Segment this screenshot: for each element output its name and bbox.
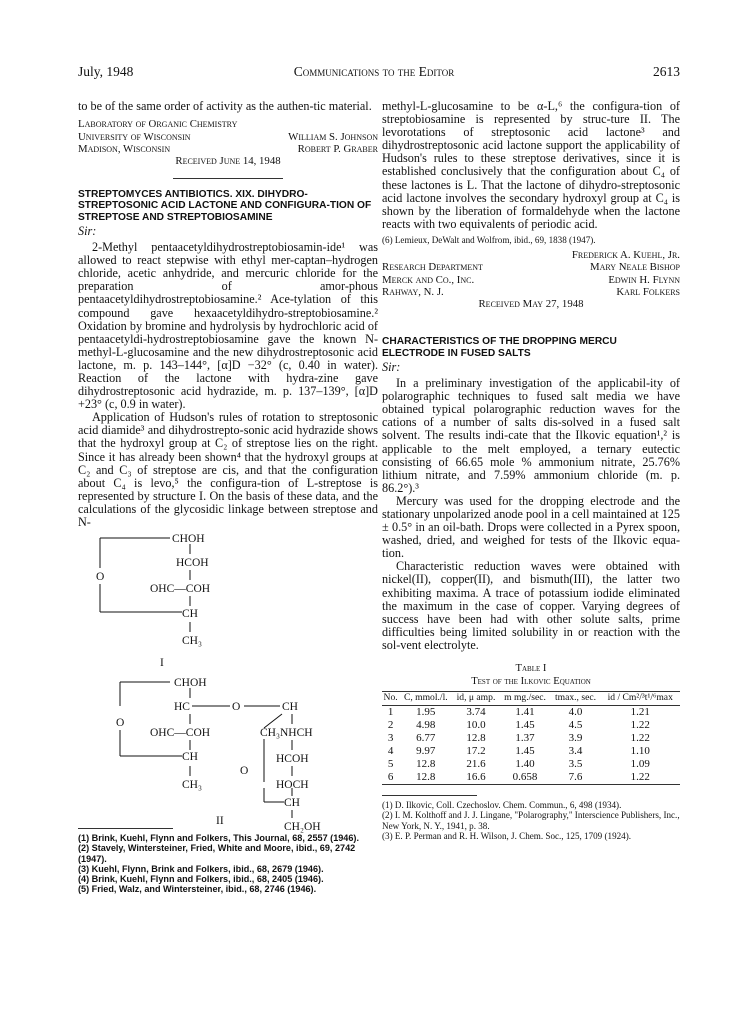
struct2-choh: CHOH [174,677,207,690]
table-cell: 10.0 [466,719,486,732]
struct2-hoch: HOCH [276,779,309,792]
table-cell: 1.22 [630,719,650,732]
table-cell: 6.77 [416,732,436,745]
footnote: (2) I. M. Kolthoff and J. J. Lingane, "Polarography," Interscience Publishers, Inc., New York, N. Y., 1941, p. 38. [382,810,680,831]
section-divider [173,178,283,179]
table-header: id / Cm²/³t¹/⁶max [600,692,680,706]
table-cell: 1.40 [515,758,535,771]
table-cell: 3.4 [568,745,583,758]
table-header: id, μ amp. [452,692,499,706]
footnote: (4) Brink, Kuehl, Flynn and Folkers, ibid., 68, 2405 (1946). [78,873,324,884]
table-cell: 1.37 [515,732,535,745]
table-cell: 17.2 [466,745,486,758]
footnote: (5) Fried, Walz, and Wintersteiner, ibid., 68, 2746 (1946). [78,884,317,895]
table-cell: 9.97 [416,745,436,758]
footnote: (3) Kuehl, Flynn, Brink and Folkers, ibid., 68, 2679 (1946). [78,863,324,874]
struct2-ch-right: CH [282,701,298,714]
paragraph: Mercury was used for the dropping electrode and the stationary unpolarized anode pool in a cell maintained at 125 ± 0.5° in an oil-bath. Drops were collected in a Pyrex spoon, washed, dried, and weighed for tests of the Ilkovic equa-tion. [382,493,680,561]
affiliation-city: Madison, Wisconsin [78,142,171,155]
table-caption: Test of the Ilkovic Equation [471,676,591,688]
table-row [382,719,680,732]
table-cell: 12.8 [399,771,452,785]
table-cell: 5 [387,758,394,771]
paragraph: 2-Methyl pentaacetyldihydrostreptobiosamin-ide¹ was allowed to react stepwise with ethyl mer-captan–hydrogen chloride, acetic anhydride, and mercuric chloride for the preparation of amor-phous pentaacetyldihydrostreptobiosamine.² Ace-tylation of this compound gave hexaacetyldihydro-streptobiosamine.² Oxidation by bromine and hydrolysis by hydrochloric acid of pentaacetyldi-hydrostreptobiosamine gave the known N-methyl-L-glucosamine and the new dihydrostreptosonic acid lactone, m. p. 143–144°, [α]D −32° (c, 0.40 in water). Reaction of the lactone with hydra-zine gave dihydrostreptosonic acid hydrazide, m. p. 137–139°, [α]D +23° (c, 0.9 in water). [78,240,378,412]
table-cell: 1 [387,706,394,719]
table-cell: 16.6 [452,771,499,785]
article-title: STREPTOMYCES ANTIBIOTICS. XIX. DIHYDRO-STREPTOSONIC ACID LACTONE AND CONFIGURA-TION OF STREPTOSE AND STREPTOBIOSAMINE [78,188,372,223]
struct1-label: I [160,657,164,670]
structure-diagram [78,530,378,792]
table-cell: 4 [387,745,394,758]
table-cell: 3.9 [568,732,583,745]
affiliation-lab: Laboratory of Organic Chemistry [78,118,238,131]
table-cell: 1.09 [630,758,650,771]
footnote-divider [382,795,477,796]
table-cell: 12.8 [466,732,486,745]
footnote: (1) D. Ilkovic, Coll. Czechoslov. Chem. Commun., 6, 498 (1934). [382,800,622,811]
table-row [382,771,680,785]
table-cell: 1.41 [515,706,535,719]
footnotes [78,833,378,894]
struct2-o-bridge: O [232,701,241,714]
struct1-ch3: CH₃ [182,635,202,648]
right-column [382,100,680,841]
table-cell: 7.6 [551,771,601,785]
struct1-hcoh: HCOH [176,557,209,570]
table-cell: 1.10 [630,745,650,758]
table-cell: 4.98 [416,719,436,732]
table-cell: 1.45 [515,719,535,732]
table-cell: 4.5 [568,719,583,732]
author-johnson: William S. Johnson [288,130,378,143]
struct1-o: O [96,571,105,584]
paragraph: Application of Hudson's rules of rotation to streptosonic acid diamide³ and dihydrostrepto-sonic acid hydrazide shows that the hydroxyl group at C₂ of streptose lies on the right. Since it has already been shown⁴ that the hydroxyl groups at C₂ and C₃ of streptose are cis, and that the configuration about C₄ is levo,⁵ the configura-tion of L-streptose is represented by structure I. On the basis of these data, and the calculations of the glycosidic linkage between streptose and N- [78,410,378,529]
table-cell: 2 [387,719,394,732]
table-row [382,745,680,758]
affiliation-university: University of Wisconsin [78,130,191,143]
struct2-ch3: CH₃ [182,779,202,792]
footnote-divider [78,828,173,829]
affiliation-company: Merck and Co., Inc. [382,273,475,286]
received-date: Received June 14, 1948 [175,155,281,168]
paragraph: In a preliminary investigation of the applicabil-ity of polarographic techniques to fused salt media we have obtained typical polarographic reduction waves for the cations of a number of salts dis-solved in a fused salt solvent. The results indi-cate that the Ilkovic equation¹,² is applicable to the melt employed, a ternary eutectic consisting of 66.65 mole % ammonium nitrate, 25.76% lithium nitrate, and 7.59% ammonium chloride (m. p. 86.2°).³ [382,376,680,495]
table-cell: 21.6 [466,758,486,771]
footnotes [382,800,680,841]
struct2-ohc-coh: OHC—COH [150,727,211,740]
table-cell: 4.0 [568,706,583,719]
table-cell: 0.658 [500,771,551,785]
table-header: m mg./sec. [500,692,551,706]
affiliation-department: Research Department [382,261,483,274]
table-cell: 1.45 [515,745,535,758]
table-cell: 3 [387,732,394,745]
table-header: tmax., sec. [551,692,601,706]
struct2-o-inner: O [240,765,249,778]
paragraph: Characteristic reduction waves were obtained with nickel(II), copper(II), and bismuth(III), the latter two exhibiting maxima. A trace of potassium iodide eliminated the maximum in the case of copper. Varying degrees of success have been had with other solute salts, prime difficulties being limited solubility in or reaction with the sol-vent electrolyte. [382,559,680,652]
table-cell: 6 [382,771,399,785]
footnote: (1) Brink, Kuehl, Flynn and Folkers, This Journal, 68, 2557 (1946). [78,833,359,844]
footnote: (2) Stavely, Wintersteiner, Fried, White and Moore, ibid., 69, 2742 (1947). [78,843,356,864]
author-kuehl: Frederick A. Kuehl, Jr. [571,249,680,262]
struct2-o-left: O [116,717,125,730]
struct2-hcoh: HCOH [276,753,309,766]
salutation: Sir: [78,223,97,238]
table-cell: 1.95 [416,706,436,719]
table-header: C, mmol./l. [399,692,452,706]
footnote: (6) Lemieux, DeWalt and Wolfrom, ibid., 69, 1838 (1947). [382,234,596,245]
continued-paragraph: to be of the same order of activity as the authen-tic material. [78,99,372,113]
struct1-choh: CHOH [172,533,205,546]
data-table [382,691,680,785]
struct2-ch3nhch: CH₃NHCH [260,727,313,740]
table-label: Table I [515,663,547,675]
left-column [78,100,378,894]
affiliation-city: Rahway, N. J. [382,285,444,298]
article-title: CHARACTERISTICS OF THE DROPPING MERCU ELECTRODE IN FUSED SALTS [382,336,617,359]
table-row [382,706,680,720]
table-cell: 1.21 [630,706,650,719]
struct2-hc: HC [174,701,190,714]
table-cell: 3.74 [466,706,486,719]
table-cell: 12.8 [416,758,436,771]
table-header: No. [382,692,399,706]
table-row [382,758,680,771]
received-date: Received May 27, 1948 [478,297,584,310]
affiliation-block [78,118,378,168]
author-graber: Robert P. Graber [297,142,378,155]
signature-block [382,249,680,310]
paragraph: methyl-L-glucosamine to be α-L,⁶ the configura-tion of streptobiosamine is represented by struc-ture II. The levorotations of streptosonic acid lactone³ and dihydrostreptosonic acid lactone support the applicability of Hudson's rules to these streptose derivatives, since it is established conclusively that the configuration about C₄ of these lactones is L. That the lactone of dihydro-streptosonic acid lactone involves the secondary hydroxyl group at C₄ is shown by the liberation of formaldehyde when the lactone reacts with two equivalents of periodic acid. [382,99,680,231]
table-cell: 1.22 [600,771,680,785]
running-header-title: Communications to the Editor [293,64,455,79]
table-row [382,732,680,745]
author-folkers: Karl Folkers [616,285,680,298]
salutation: Sir: [382,359,401,374]
table-cell: 3.5 [568,758,583,771]
footnote: (3) E. P. Perman and R. H. Wilson, J. Chem. Soc., 125, 1709 (1924). [382,830,632,841]
author-bishop: Mary Neale Bishop [589,261,680,274]
author-flynn: Edwin H. Flynn [608,273,680,286]
struct2-ch-left: CH [182,751,198,764]
struct2-ch2oh: CH₂OH [284,821,321,834]
struct2-label: II [216,815,224,828]
struct1-ohc-coh: OHC—COH [150,583,211,596]
struct1-ch: CH [182,608,198,621]
page-number: 2613 [653,64,680,79]
running-header-date: July, 1948 [78,64,134,79]
struct2-ch-right2: CH [284,797,300,810]
table-cell: 1.22 [630,732,650,745]
